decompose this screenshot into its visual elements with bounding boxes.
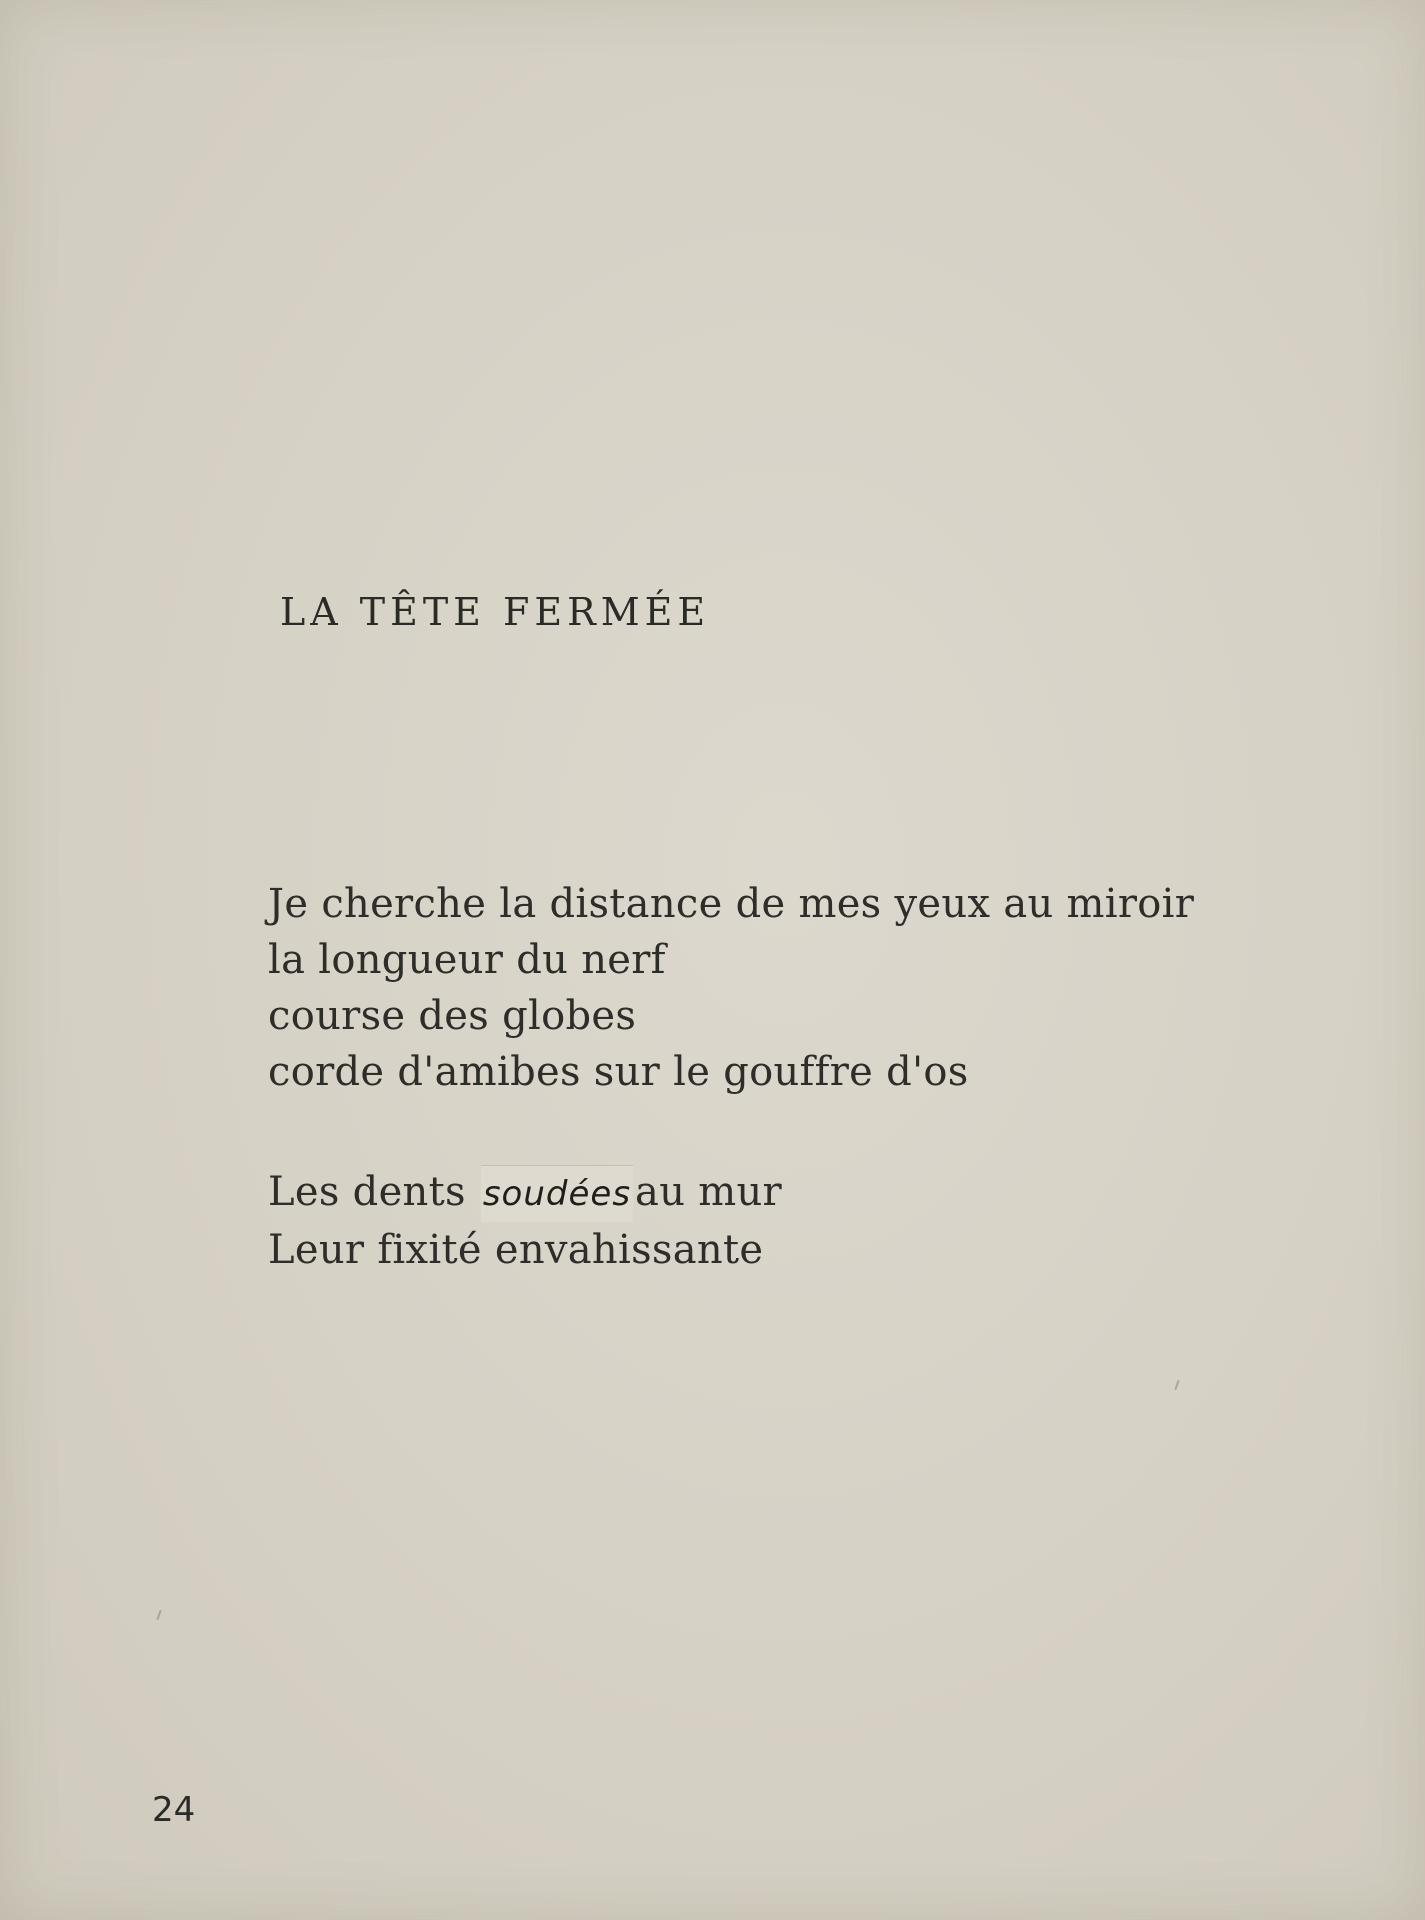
- verse-line: course des globes: [268, 993, 637, 1039]
- page-number: 24: [152, 1790, 196, 1830]
- verse-line: la longueur du nerf: [268, 937, 666, 983]
- handwritten-insert: soudées: [481, 1165, 633, 1222]
- verse-line: Leur fixité envahissante: [268, 1227, 764, 1273]
- stanza-2: [268, 1164, 782, 1278]
- verse-line: corde d'amibes sur le gouffre d'os: [268, 1049, 969, 1095]
- verse-line-with-insert: [268, 1164, 782, 1222]
- stanza-1: [268, 876, 1194, 1100]
- verse-line: Je cherche la distance de mes yeux au miroir: [268, 881, 1195, 927]
- paper-speck: [156, 1610, 161, 1620]
- paper-speck: [1174, 1380, 1179, 1390]
- poem-title: LA TÊTE FERMÉE: [280, 590, 711, 634]
- verse-text-before: Les dents: [268, 1169, 466, 1215]
- verse-text-after: au mur: [635, 1169, 782, 1215]
